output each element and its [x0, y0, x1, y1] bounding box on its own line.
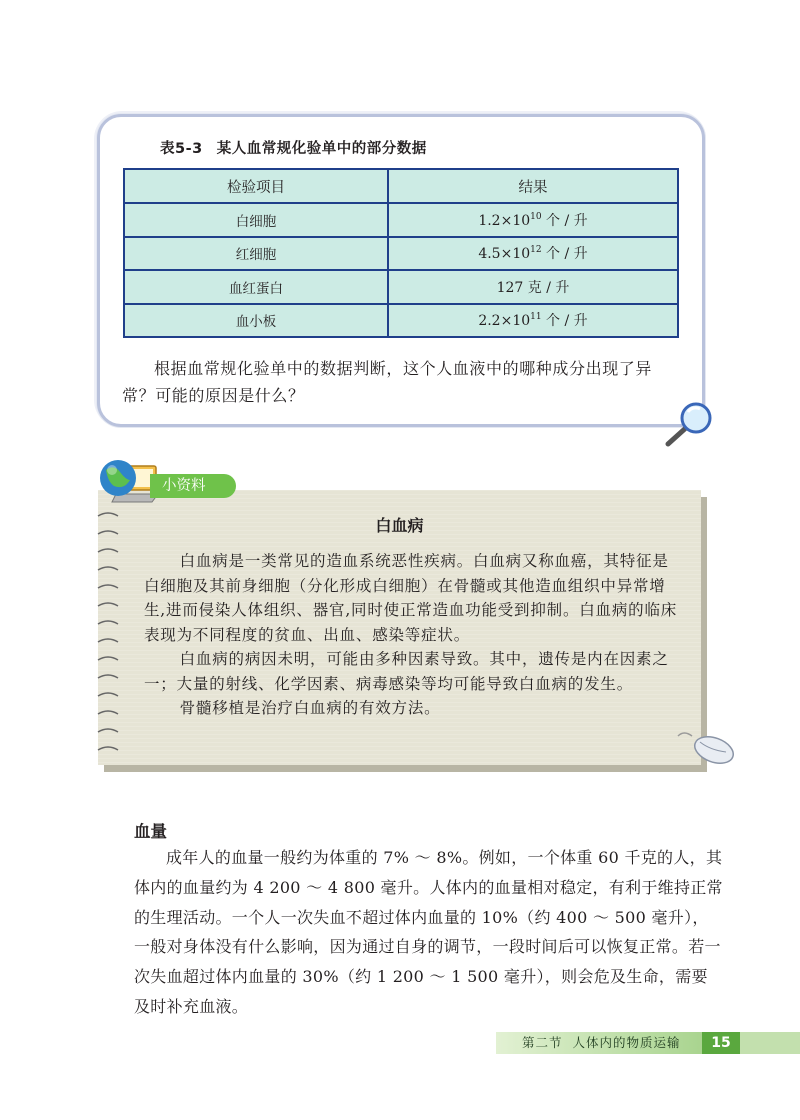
- section-body: [134, 843, 724, 1022]
- row-item: 血红蛋白: [124, 270, 388, 304]
- table-row: [124, 237, 678, 271]
- section-heading: 血量: [134, 822, 167, 841]
- info-card-body: [144, 549, 684, 721]
- row-result: 127 克 / 升: [388, 270, 678, 304]
- header-result: 结果: [388, 169, 678, 203]
- table-row: [124, 304, 678, 338]
- info-tag: 小资料: [150, 474, 236, 498]
- row-result: $4.5\times 10^{12}$ 个 / 升: [388, 237, 678, 271]
- row-item: 白细胞: [124, 203, 388, 237]
- footer-stripe: [740, 1032, 800, 1054]
- question-text: 根据血常规化验单中的数据判断，这个人血液中的哪种成分出现了异常？可能的原因是什么？: [122, 359, 653, 405]
- table-title: 某人血常规化验单中的部分数据: [216, 141, 427, 157]
- row-result: $2.2\times 10^{11}$ 个 / 升: [388, 304, 678, 338]
- section-paragraph: 成年人的血量一般约为体重的 7% ～ 8%。例如，一个体重 60 千克的人，其体内的血量约为 4 200 ～ 4 800 毫升。人体内的血量相对稳定，有利于维持正常的生理活动。一个人一次失血不超过体内血量的 10%（约 400 ～ 500 毫升），一般对身体没有什么影响，因为通过自身的调节，一段时间后可以恢复正常。若一次失血超过体内血量的 30%（约 1 200 ～ 1 500 毫升），则会危及生命，需要及时补充血液。: [134, 848, 723, 1016]
- magnifier-icon: [660, 400, 716, 450]
- table-number: 表5-3: [160, 141, 203, 157]
- info-card-title: 白血病: [375, 516, 424, 535]
- row-item: 红细胞: [124, 237, 388, 271]
- footer-chapter-bar: [496, 1032, 702, 1054]
- table-header-row: [124, 169, 678, 203]
- info-paragraph: 白血病是一类常见的造血系统恶性疾病。白血病又称血癌，其特征是白细胞及其前身细胞（分化形成白细胞）在骨髓或其他造血组织中异常增生,进而侵染人体组织、器官,同时使正常造血功能受到抑制。白血病的临床表现为不同程度的贫血、出血、感染等症状。: [144, 552, 678, 644]
- row-item: 血小板: [124, 304, 388, 338]
- footer-chapter-title: 人体内的物质运输: [572, 1035, 681, 1050]
- page-number: 15: [702, 1032, 740, 1054]
- table-row: [124, 203, 678, 237]
- footer-section-label: 第二节: [522, 1035, 563, 1050]
- computer-mouse-icon: [676, 728, 738, 768]
- table-caption: [160, 137, 427, 158]
- info-paragraph: 骨髓移植是治疗白血病的有效方法。: [179, 699, 441, 717]
- blood-test-table: [123, 168, 679, 338]
- row-result: $1.2\times 10^{10}$ 个 / 升: [388, 203, 678, 237]
- table-row: [124, 270, 678, 304]
- info-paragraph: 白血病的病因未明，可能由多种因素导致。其中，遗传是内在因素之一；大量的射线、化学因素、病毒感染等均可能导致白血病的发生。: [144, 650, 669, 693]
- header-item: 检验项目: [124, 169, 388, 203]
- binder-rings: [96, 512, 120, 762]
